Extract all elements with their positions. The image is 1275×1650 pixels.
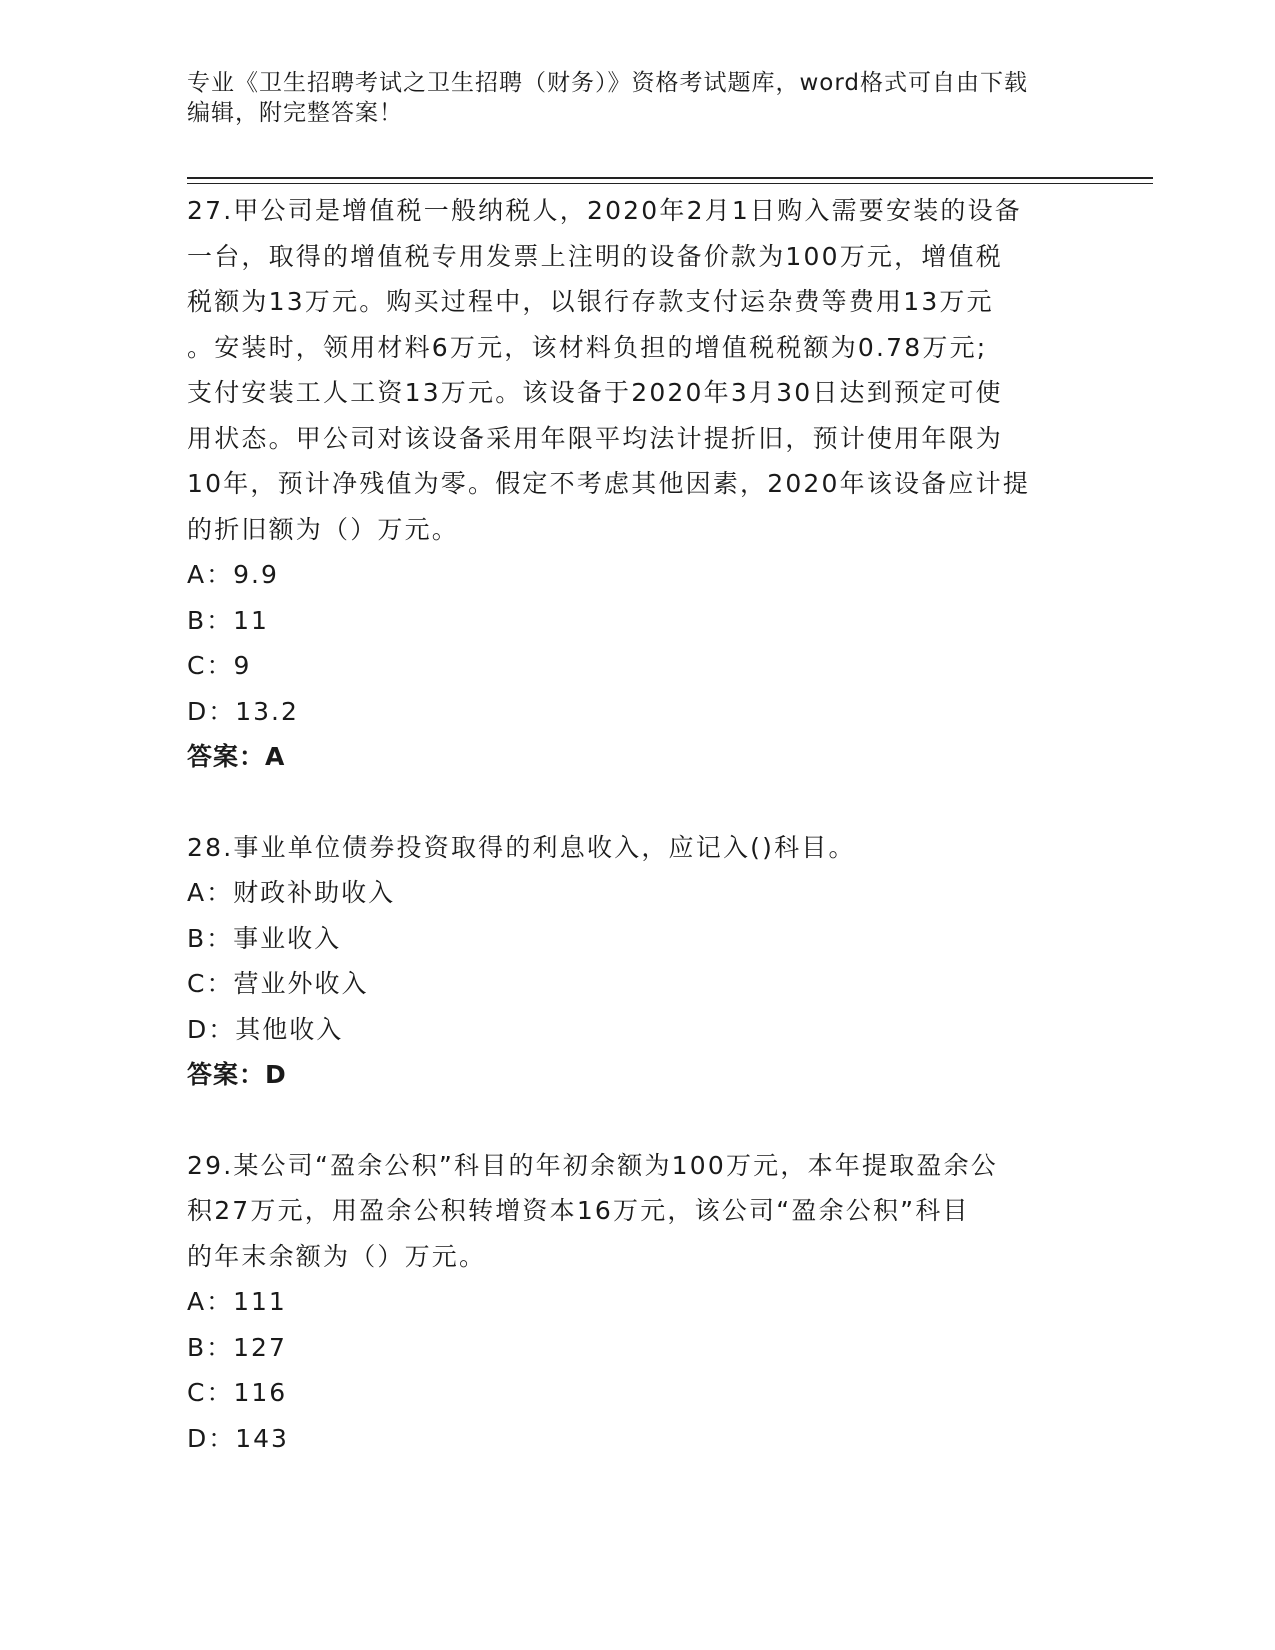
header-line: 专业《卫生招聘考试之卫生招聘（财务）》资格考试题库，word格式可自由下载 xyxy=(187,70,1029,96)
option-d: D：13.2 xyxy=(187,696,299,726)
option-b: B：127 xyxy=(187,1332,287,1362)
question-text-line: 的年末余额为（）万元。 xyxy=(187,1241,487,1271)
question-list xyxy=(187,188,1087,1461)
question-spacer xyxy=(187,1098,1087,1143)
question-spacer xyxy=(187,780,1087,825)
header-divider-thick xyxy=(187,177,1153,179)
option-d: D：143 xyxy=(187,1423,289,1453)
question-text-line: 一台，取得的增值税专用发票上注明的设备价款为100万元，增值税 xyxy=(187,241,1003,271)
option-c: C：营业外收入 xyxy=(187,969,369,998)
header-divider-thin xyxy=(187,183,1153,184)
question-text-line: 用状态。甲公司对该设备采用年限平均法计提折旧，预计使用年限为 xyxy=(187,423,1004,453)
question-text-line: 的折旧额为（）万元。 xyxy=(187,514,460,544)
question-28 xyxy=(187,825,1087,1098)
header-line: 编辑，附完整答案！ xyxy=(187,100,403,126)
option-a: A：9.9 xyxy=(187,560,279,589)
question-29 xyxy=(187,1143,1087,1462)
question-text-line: 税额为13万元。购买过程中，以银行存款支付运杂费等费用13万元 xyxy=(187,287,994,316)
option-b: B：事业收入 xyxy=(187,923,342,953)
option-b: B：11 xyxy=(187,605,269,635)
option-a: A：财政补助收入 xyxy=(187,878,396,907)
option-c: C：9 xyxy=(187,651,252,680)
option-d: D：其他收入 xyxy=(187,1014,344,1044)
question-text-line: 支付安装工人工资13万元。该设备于2020年3月30日达到预定可使 xyxy=(187,378,1003,407)
question-text-line: 29.某公司“盈余公积”科目的年初余额为100万元，本年提取盈余公 xyxy=(187,1150,998,1180)
question-27 xyxy=(187,188,1087,780)
option-c: C：116 xyxy=(187,1378,288,1407)
question-text-line: 28.事业单位债券投资取得的利息收入，应记入()科目。 xyxy=(187,832,856,862)
question-text-line: 。安装时，领用材料6万元，该材料负担的增值税税额为0.78万元; xyxy=(187,332,988,362)
question-text-line: 27.甲公司是增值税一般纳税人，2020年2月1日购入需要安装的设备 xyxy=(187,196,1022,225)
answer-label: 答案：A xyxy=(187,742,286,771)
question-text-line: 积27万元，用盈余公积转增资本16万元，该公司“盈余公积”科目 xyxy=(187,1196,970,1225)
option-a: A：111 xyxy=(187,1287,287,1316)
question-text-line: 10年，预计净残值为零。假定不考虑其他因素，2020年该设备应计提 xyxy=(187,469,1031,498)
document-header xyxy=(187,68,1067,128)
answer-label: 答案：D xyxy=(187,1060,287,1089)
